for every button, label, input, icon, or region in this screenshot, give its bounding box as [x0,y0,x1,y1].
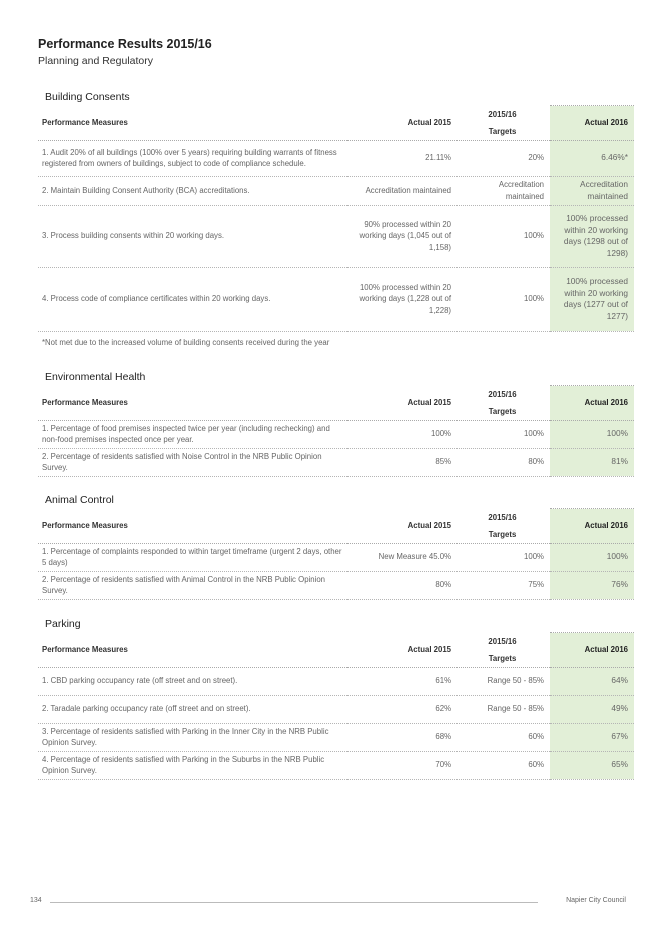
table-header-row [38,386,634,421]
table-row [38,205,634,267]
measure-cell: 2. Maintain Building Consent Authority (BCA) accreditations. [38,176,347,205]
actual-2016-cell: 49% [550,695,634,723]
table-row [38,176,634,205]
footer-divider [50,902,538,903]
actual-2015-cell: 61% [347,667,457,695]
actual-2015-cell: 70% [347,751,457,779]
header-targets-label: Targets [488,529,517,539]
actual-2015-cell: Accreditation maintained [347,176,457,205]
actual-2015-cell: 68% [347,723,457,751]
section-title: Animal Control [45,494,114,506]
table-row [38,267,634,331]
table-row [38,543,634,571]
table-row [38,140,634,176]
section-title: Parking [45,618,81,630]
footnote: *Not met due to the increased volume of building consents received during the year [42,337,330,347]
page-footer [30,897,626,909]
actual-2015-cell: New Measure 45.0% [347,543,457,571]
measure-cell: 2. Percentage of residents satisfied with Animal Control in the NRB Public Opinion Survey. [38,571,347,599]
header-targets-year: 2015/16 [488,636,517,646]
actual-2015-cell: 21.11% [347,140,457,176]
measure-cell: 2. Taradale parking occupancy rate (off street and on street). [38,695,347,723]
table-row [38,723,634,751]
table-header-row [38,106,634,141]
measure-cell: 1. CBD parking occupancy rate (off street and on street). [38,667,347,695]
target-cell: Range 50 - 85% [457,695,550,723]
measure-cell: 4. Process code of compliance certificates within 20 working days. [38,267,347,331]
target-cell: 20% [457,140,550,176]
header-targets-label: Targets [488,406,517,416]
section-title: Environmental Health [45,371,146,383]
header-targets-year: 2015/16 [488,512,517,522]
actual-2015-cell: 85% [347,448,457,476]
section-environmental-health [38,369,628,477]
header-targets [457,106,550,141]
target-cell: 60% [457,751,550,779]
table-row [38,448,634,476]
header-measures: Performance Measures [38,386,347,421]
target-cell: 100% [457,420,550,448]
header-targets-year: 2015/16 [488,109,517,119]
actual-2016-cell: 65% [550,751,634,779]
actual-2016-cell: 100% [550,543,634,571]
table-row [38,420,634,448]
actual-2016-cell: 6.46%* [550,140,634,176]
actual-2016-cell: Accreditation maintained [550,176,634,205]
header-targets-label: Targets [488,653,517,663]
target-cell: 100% [457,267,550,331]
measure-cell: 3. Process building consents within 20 working days. [38,205,347,267]
section-building-consents [38,89,628,347]
measure-cell: 3. Percentage of residents satisfied with Parking in the Inner City in the NRB Public Opinion Survey. [38,723,347,751]
section-title: Building Consents [45,91,130,103]
actual-2016-cell: 100% processed within 20 working days (1277 out of 1277) [550,267,634,331]
actual-2016-cell: 100% processed within 20 working days (1298 out of 1298) [550,205,634,267]
header-measures: Performance Measures [38,106,347,141]
header-targets-year: 2015/16 [488,389,517,399]
actual-2016-cell: 100% [550,420,634,448]
target-cell: 60% [457,723,550,751]
header-actual-2016: Actual 2016 [550,509,634,544]
page-title: Performance Results 2015/16 [38,37,212,51]
header-targets [457,633,550,668]
building-consents-table [38,105,634,332]
header-actual-2016: Actual 2016 [550,386,634,421]
table-header-row [38,633,634,668]
header-actual-2015: Actual 2015 [347,633,457,668]
target-cell: Accreditation maintained [457,176,550,205]
target-cell: 100% [457,543,550,571]
table-row [38,751,634,779]
table-row [38,667,634,695]
header-actual-2015: Actual 2015 [347,386,457,421]
measure-cell: 1. Audit 20% of all buildings (100% over 5 years) requiring building warrants of fitness registered from owners of buildings, subject to code of compliance schedule. [38,140,347,176]
table-row [38,695,634,723]
table-row [38,571,634,599]
target-cell: 75% [457,571,550,599]
actual-2016-cell: 76% [550,571,634,599]
actual-2015-cell: 80% [347,571,457,599]
header-actual-2016: Actual 2016 [550,106,634,141]
header-actual-2016: Actual 2016 [550,633,634,668]
measure-cell: 1. Percentage of food premises inspected twice per year (including rechecking) and non-food premises inspected once per year. [38,420,347,448]
target-cell: 100% [457,205,550,267]
header-measures: Performance Measures [38,633,347,668]
actual-2015-cell: 62% [347,695,457,723]
measure-cell: 1. Percentage of complaints responded to within target timeframe (urgent 2 days, other 5 days) [38,543,347,571]
header-actual-2015: Actual 2015 [347,509,457,544]
actual-2016-cell: 81% [550,448,634,476]
actual-2015-cell: 90% processed within 20 working days (1,045 out of 1,158) [347,205,457,267]
measure-cell: 4. Percentage of residents satisfied with Parking in the Suburbs in the NRB Public Opinion Survey. [38,751,347,779]
environmental-health-table [38,385,634,477]
measure-cell: 2. Percentage of residents satisfied with Noise Control in the NRB Public Opinion Survey. [38,448,347,476]
animal-control-table [38,508,634,600]
actual-2015-cell: 100% processed within 20 working days (1,228 out of 1,228) [347,267,457,331]
footer-organisation: Napier City Council [566,897,626,904]
actual-2016-cell: 67% [550,723,634,751]
target-cell: Range 50 - 85% [457,667,550,695]
section-animal-control [38,492,628,600]
page-subtitle: Planning and Regulatory [38,55,153,67]
header-measures: Performance Measures [38,509,347,544]
page-number: 134 [30,897,42,904]
table-header-row [38,509,634,544]
header-targets-label: Targets [488,126,517,136]
actual-2016-cell: 64% [550,667,634,695]
actual-2015-cell: 100% [347,420,457,448]
header-actual-2015: Actual 2015 [347,106,457,141]
header-targets [457,509,550,544]
header-targets [457,386,550,421]
parking-table [38,632,634,780]
section-parking [38,616,628,780]
target-cell: 80% [457,448,550,476]
